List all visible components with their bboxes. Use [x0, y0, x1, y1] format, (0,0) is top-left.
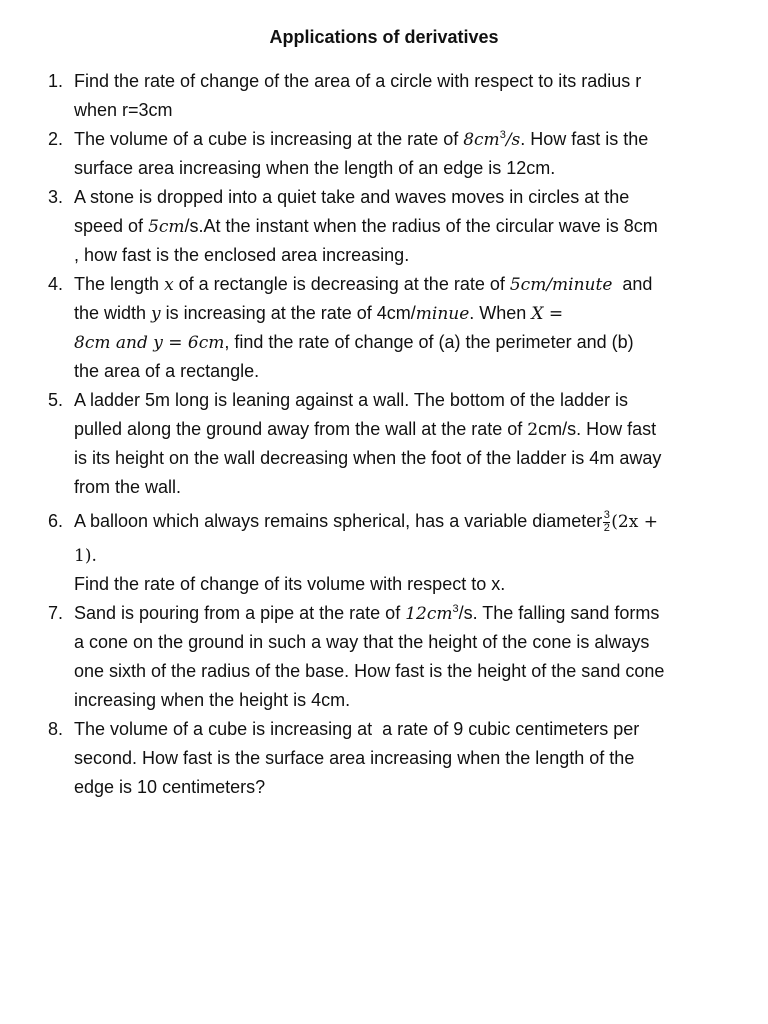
question-4-line-2 [74, 299, 563, 329]
question-4-text: The length [74, 274, 165, 294]
question-3-line-2 [74, 212, 658, 242]
question-4-line3-text: , find the rate of change of (a) the perimeter and (b) [224, 332, 634, 352]
question-4-line2-when: . When [469, 303, 532, 323]
question-5-line-2 [74, 415, 656, 445]
question-2-line-1 [74, 125, 648, 155]
question-5-math: 2 [527, 420, 539, 440]
question-3-number: 3. [48, 187, 64, 207]
question-4-line3-math: 8cm and y [74, 333, 163, 353]
question-4-equals: = [543, 304, 564, 324]
question-4-var-X: X [531, 304, 544, 324]
question-5-number: 5. [48, 390, 64, 410]
question-2-text-end: . How fast is the [520, 129, 649, 149]
question-2-line-2: surface area increasing when the length of an edge is 12cm. [74, 158, 556, 178]
question-5-line-3: is its height on the wall decreasing when the foot of the ladder is 4m away [74, 448, 662, 468]
question-8-line-2: second. How fast is the surface area increasing when the length of the [74, 748, 635, 768]
question-7-math: 12cm [405, 604, 453, 624]
question-7-line-1 [74, 599, 659, 629]
question-2-math-unit: /s [505, 130, 521, 150]
question-6-math: (2x + [611, 512, 658, 532]
question-2-math: 8cm [463, 130, 500, 150]
fraction-numerator: 3 [603, 509, 610, 522]
question-4-text-end: and [612, 274, 653, 294]
question-4-var-y: y [151, 304, 161, 324]
question-3-math: 5cm [148, 217, 185, 237]
question-6-text: A balloon which always remains spherical, has a variable diameter [74, 511, 603, 531]
question-1-number: 1. [48, 71, 64, 91]
question-2-number: 2. [48, 129, 64, 149]
question-4-var-x: x [164, 275, 174, 295]
question-1-line-1: Find the rate of change of the area of a circle with respect to its radius r [74, 71, 642, 91]
question-3-line-3: , how fast is the enclosed area increasing. [74, 245, 410, 265]
question-7-superscript: 3 [452, 603, 459, 615]
question-6-fraction [603, 510, 610, 534]
question-4-line-4: the area of a rectangle. [74, 361, 260, 381]
question-4-line3-equals: = [162, 333, 188, 353]
question-4-rate: 5cm/minute [509, 275, 613, 295]
question-3-line-1: A stone is dropped into a quiet take and waves moves in circles at the [74, 187, 630, 207]
question-4-number: 4. [48, 274, 64, 294]
question-3-text-end: /s.At the instant when the radius of the circular wave is 8cm [184, 216, 658, 236]
question-6-line-2 [74, 541, 97, 571]
question-8-number: 8. [48, 719, 64, 739]
question-4-line2-math: minue [415, 304, 470, 324]
question-5-text: pulled along the ground away from the wall at the rate of [74, 419, 528, 439]
question-5-line-1: A ladder 5m long is leaning against a wall. The bottom of the ladder is [74, 390, 629, 410]
question-3-text: speed of [74, 216, 149, 236]
fraction-denominator: 2 [603, 522, 610, 535]
question-8-line-3: edge is 10 centimeters? [74, 777, 266, 797]
question-6-line-3: Find the rate of change of its volume with respect to x. [74, 574, 506, 594]
question-2-text: The volume of a cube is increasing at the rate of [74, 129, 464, 149]
question-4-line2-mid: is increasing at the rate of 4cm/ [160, 303, 416, 323]
question-7-line-2: a cone on the ground in such a way that the height of the cone is always [74, 632, 650, 652]
question-6-line-1 [74, 507, 658, 537]
question-6-math-cont: 1). [74, 546, 97, 566]
question-7-number: 7. [48, 603, 64, 623]
question-6-number: 6. [48, 511, 64, 531]
question-7-line-3: one sixth of the radius of the base. How fast is the height of the sand cone [74, 661, 665, 681]
question-4-line-1 [74, 270, 652, 300]
page-title: Applications of derivatives [269, 27, 499, 47]
question-4-line-3 [74, 328, 634, 358]
question-5-line-4: from the wall. [74, 477, 182, 497]
question-7-text: Sand is pouring from a pipe at the rate of [74, 603, 406, 623]
question-4-line2-text: the width [74, 303, 152, 323]
question-7-text-end: /s. The falling sand forms [458, 603, 660, 623]
question-1-line-2: when r=3cm [74, 100, 173, 120]
question-4-text-mid: of a rectangle is decreasing at the rate of [173, 274, 510, 294]
question-5-text-end: cm/s. How fast [538, 419, 657, 439]
question-7-line-4: increasing when the height is 4cm. [74, 690, 351, 710]
question-4-line3-math2: 6cm [187, 333, 225, 353]
question-8-line-1: The volume of a cube is increasing at a rate of 9 cubic centimeters per [74, 719, 640, 739]
question-2-superscript: 3 [499, 129, 506, 141]
